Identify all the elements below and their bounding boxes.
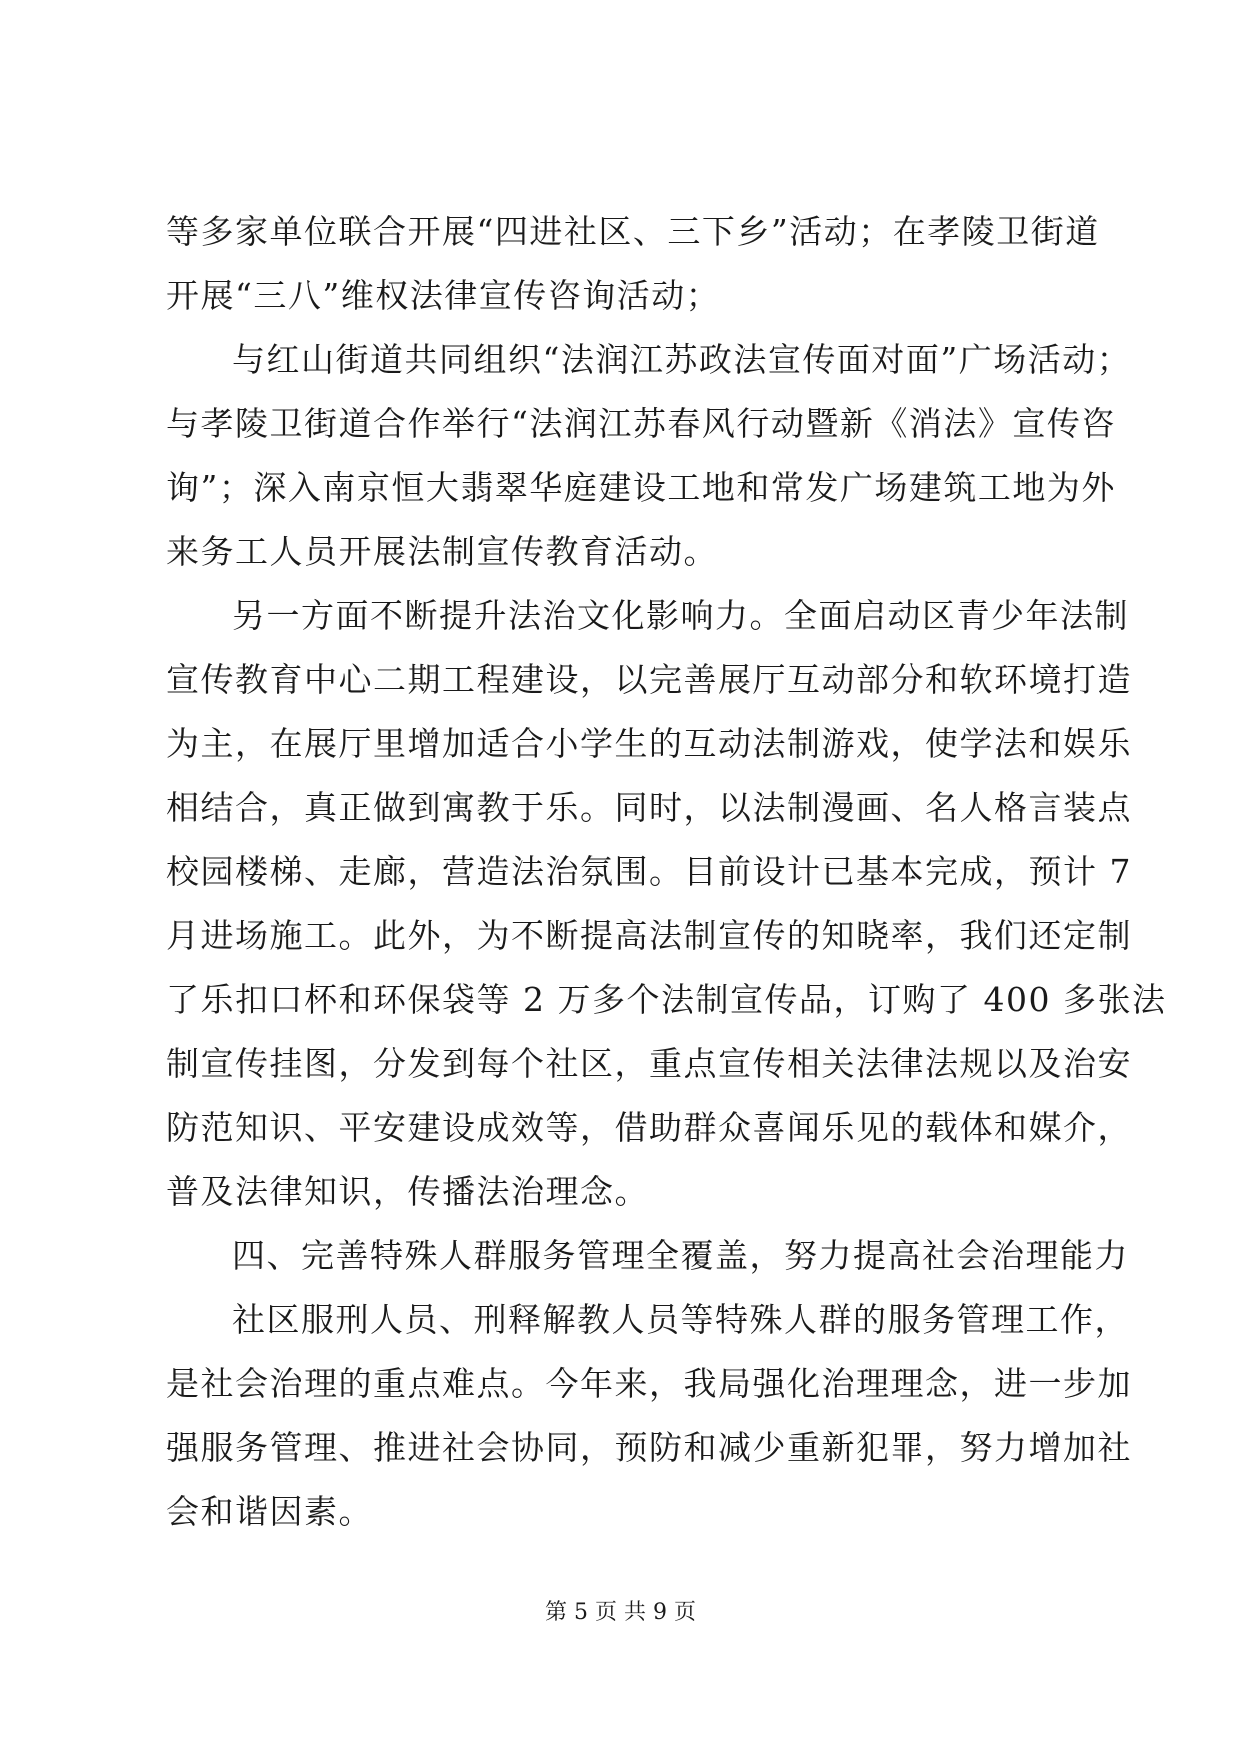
text-line: 来务工人员开展法制宣传教育活动。 — [166, 532, 718, 571]
text-line: 校园楼梯、走廊，营造法治氛围。目前设计已基本完成，预计 7 — [166, 852, 1132, 891]
text-line: 等多家单位联合开展“四进社区、三下乡”活动；在孝陵卫街道 — [166, 212, 1100, 251]
document-body — [166, 200, 1167, 1544]
text-line: 强服务管理、推进社会协同，预防和减少重新犯罪，努力增加社 — [166, 1428, 1132, 1467]
text-line: 相结合，真正做到寓教于乐。同时，以法制漫画、名人格言装点 — [166, 788, 1132, 827]
text-line: 为主，在展厅里增加适合小学生的互动法制游戏，使学法和娱乐 — [166, 724, 1132, 763]
text-line: 了乐扣口杯和环保袋等 2 万多个法制宣传品，订购了 400 多张法 — [166, 980, 1167, 1019]
text-line: 会和谐因素。 — [166, 1492, 373, 1531]
text-line: 询”；深入南京恒大翡翠华庭建设工地和常发广场建筑工地为外 — [166, 468, 1116, 507]
text-line: 宣传教育中心二期工程建设，以完善展厅互动部分和软环境打造 — [166, 660, 1132, 699]
page-footer: 第 5 页 共 9 页 — [545, 1600, 696, 1625]
text-line: 防范知识、平安建设成效等，借助群众喜闻乐见的载体和媒介， — [166, 1108, 1132, 1147]
text-line: 与红山街道共同组织“法润江苏政法宣传面对面”广场活动； — [232, 340, 1132, 379]
text-line: 普及法律知识，传播法治理念。 — [166, 1172, 649, 1211]
text-line: 制宣传挂图，分发到每个社区，重点宣传相关法律法规以及治安 — [166, 1044, 1132, 1083]
text-line: 另一方面不断提升法治文化影响力。全面启动区青少年法制 — [232, 596, 1129, 635]
text-line: 与孝陵卫街道合作举行“法润江苏春风行动暨新《消法》宣传咨 — [166, 404, 1116, 443]
text-line: 社区服刑人员、刑释解教人员等特殊人群的服务管理工作， — [232, 1300, 1129, 1339]
text-line: 是社会治理的重点难点。今年来，我局强化治理理念，进一步加 — [166, 1364, 1132, 1403]
text-line: 月进场施工。此外，为不断提高法制宣传的知晓率，我们还定制 — [166, 916, 1132, 955]
text-line: 四、完善特殊人群服务管理全覆盖，努力提高社会治理能力 — [232, 1236, 1129, 1275]
text-line: 开展“三八”维权法律宣传咨询活动； — [166, 276, 721, 315]
